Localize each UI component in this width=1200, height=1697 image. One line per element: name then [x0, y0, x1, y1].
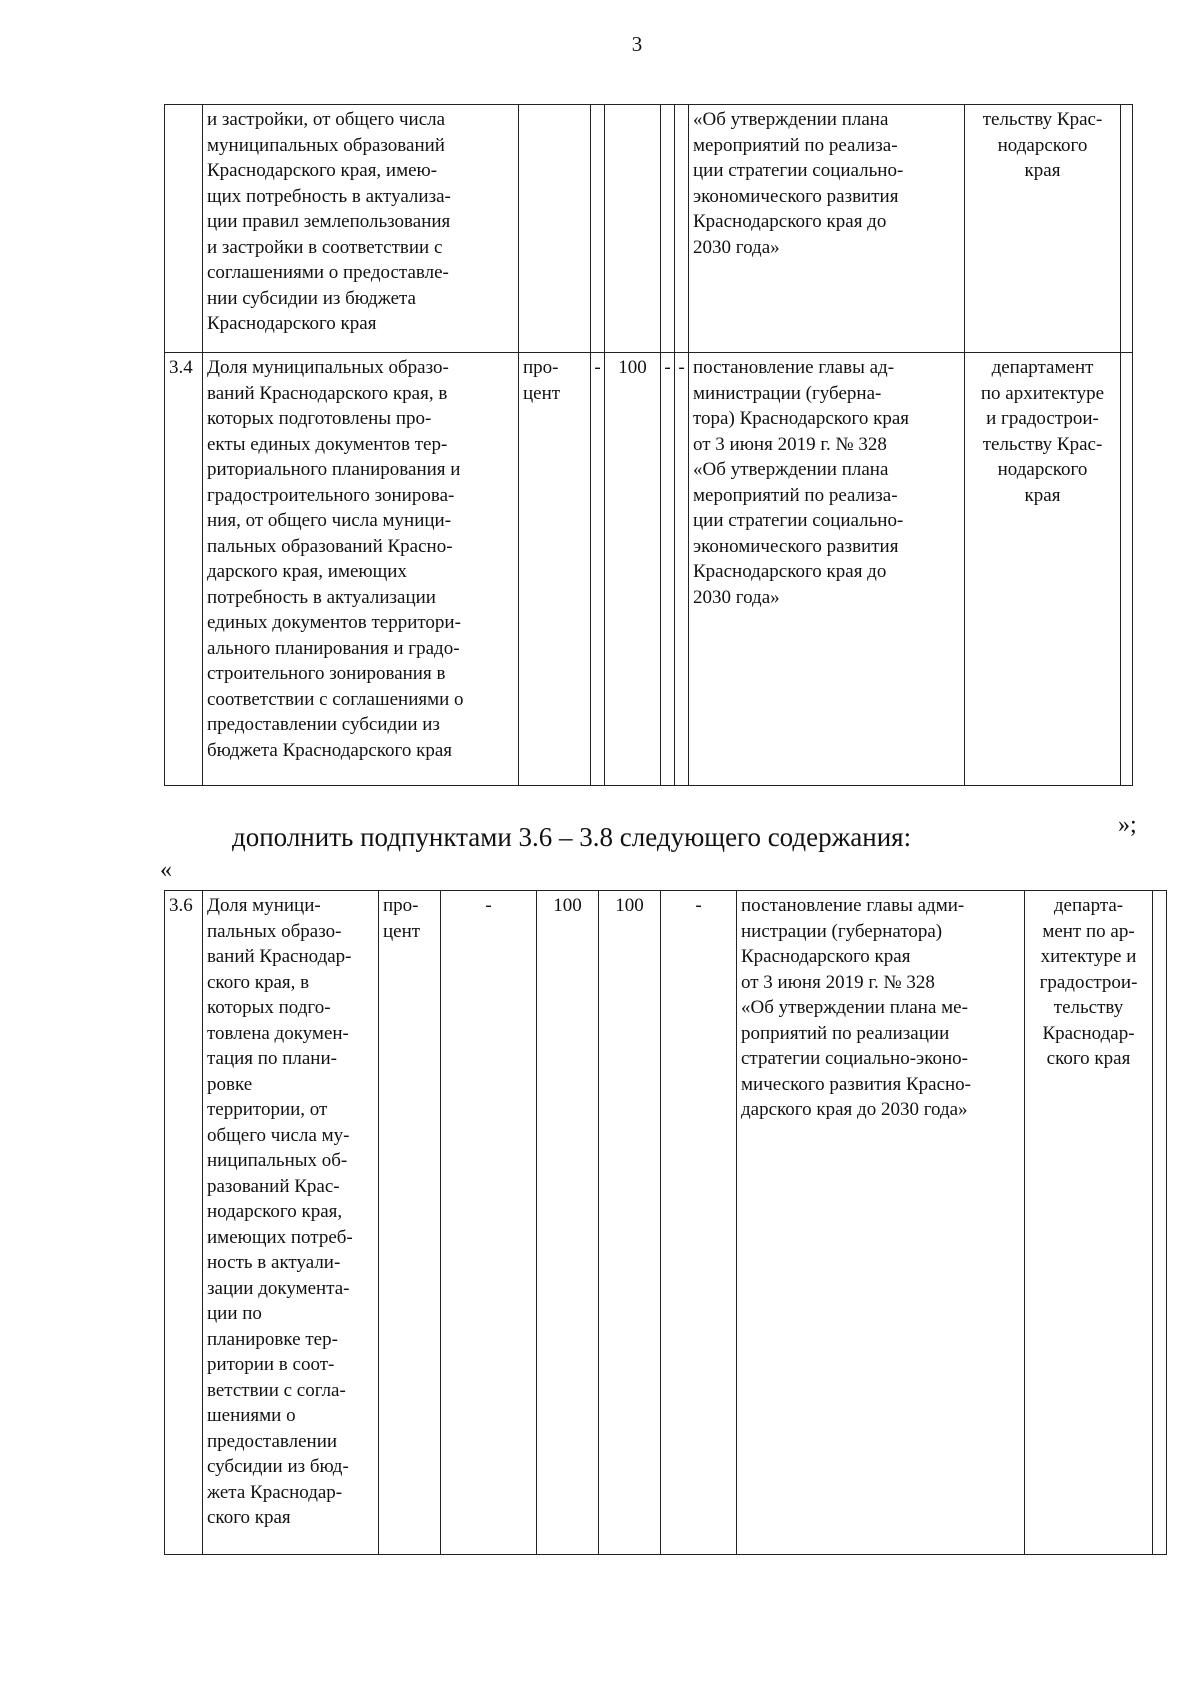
closing-quote: »; — [1118, 812, 1137, 838]
indicators-table-new — [164, 890, 1167, 1555]
value-cell: 100 — [599, 891, 661, 1555]
indicator-name: и застройки, от общего числа муниципальных образований Краснодарского края, имею- щих потребность в актуализа- ции правил землепользования и застройки в соответствии с соглашениями о предоставле- нии субсидии из бюджета Краснодарского края — [203, 105, 519, 353]
legal-document: «Об утверждении плана мероприятий по реализа- ции стратегии социально- экономического развития Краснодарского края до 2030 года» — [689, 105, 965, 353]
amendment-paragraph: дополнить подпунктами 3.6 – 3.8 следующего содержания: — [232, 822, 912, 852]
responsible-body: тельству Крас- нодарского края — [965, 105, 1121, 353]
table-row — [165, 105, 1133, 353]
value-cell — [605, 105, 661, 353]
indicator-name: Доля муниципальных образо- ваний Краснодарского края, в которых подготовлены про- екты единых документов тер- риториального планирования и градостроительного зонирова- ния, от общего числа муници- пальных образований Красно- дарского края, имеющих потребность в актуализации единых документов территори- ального планирования и градо- строительного зонирования в соответствии с соглашениями о предоставлении субсидии из бюджета Краснодарского края — [203, 353, 519, 786]
value-cell: 100 — [605, 353, 661, 786]
value-cell: - — [661, 891, 737, 1555]
row-number: 3.6 — [165, 891, 203, 1555]
indicator-name: Доля муници- пальных образо- ваний Краснодар- ского края, в которых подго- товлена докумен- тация по плани- ровке территории, от общего числа му- ниципальных об- разований Крас- нодарского края, имеющих потреб- ность в актуали- зации документа- ции по планировке тер- ритории в соот- ветствии с согла- шениями о предоставлении субсидии из бюд- жета Краснодар- ского края — [203, 891, 379, 1555]
value-cell — [591, 105, 605, 353]
table-row — [165, 891, 1167, 1555]
legal-document: постановление главы ад- министрации (губерна- тора) Краснодарского края от 3 июня 2019 г. № 328 «Об утверждении плана мероприятий по реализа- ции стратегии социально- экономического развития Краснодарского края до 2030 года» — [689, 353, 965, 786]
empty-cell — [1121, 353, 1133, 786]
empty-cell — [1153, 891, 1167, 1555]
value-cell: - — [675, 353, 689, 786]
unit: про- цент — [519, 353, 591, 786]
unit — [519, 105, 591, 353]
value-cell: - — [441, 891, 537, 1555]
page-number: 3 — [631, 32, 643, 56]
empty-cell — [1121, 105, 1133, 353]
value-cell: - — [591, 353, 605, 786]
value-cell — [661, 105, 675, 353]
responsible-body: департа- мент по ар- хитектуре и градострои- тельству Краснодар- ского края — [1025, 891, 1153, 1555]
unit: про- цент — [379, 891, 441, 1555]
indicators-table-continuation — [164, 104, 1133, 786]
table-row — [165, 353, 1133, 786]
legal-document: постановление главы адми- нистрации (губернатора) Краснодарского края от 3 июня 2019 г. № 328 «Об утверждении плана ме- роприятий по реализации стратегии социально-эконо- мического развития Красно- дарского края до 2030 года» — [737, 891, 1025, 1555]
value-cell: - — [661, 353, 675, 786]
opening-quote: « — [160, 857, 172, 883]
value-cell — [675, 105, 689, 353]
responsible-body: департамент по архитектуре и градострои- тельству Крас- нодарского края — [965, 353, 1121, 786]
row-number — [165, 105, 203, 353]
value-cell: 100 — [537, 891, 599, 1555]
row-number: 3.4 — [165, 353, 203, 786]
